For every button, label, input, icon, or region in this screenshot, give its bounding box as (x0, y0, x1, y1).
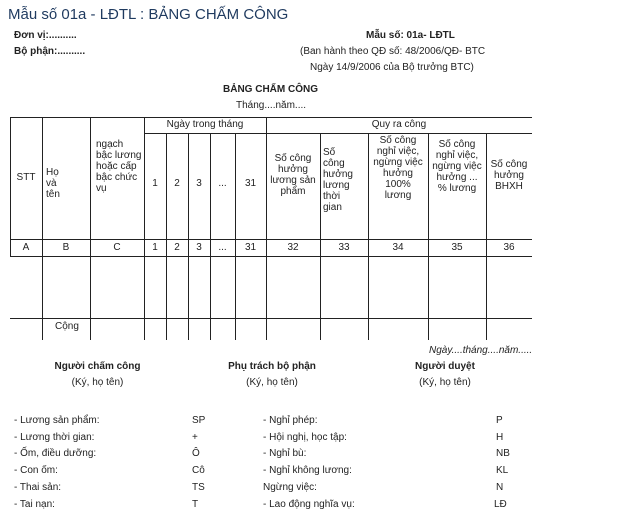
convert-col-bhxh: Số công hưởng BHXH (490, 159, 528, 192)
legend-right-code-4: KL (496, 465, 509, 476)
signer-1-title: Người chấm công (54, 361, 141, 372)
legend-right-label-3: - Nghỉ bù: (263, 448, 307, 459)
col-stt-header: STT (16, 172, 36, 183)
legend-right-label-5: Ngừng việc: (263, 482, 317, 493)
code-b: B (62, 242, 70, 253)
code-1: 1 (152, 242, 158, 253)
unit-label: Đơn vị:.......... (14, 30, 77, 41)
signer-2-title: Phụ trách bộ phận (228, 361, 316, 372)
signer-1-note: (Ký, họ tên) (71, 377, 124, 388)
legend-right-label-6: - Lao động nghĩa vụ: (263, 499, 355, 510)
legend-right-label-4: - Nghỉ không lương: (263, 465, 352, 476)
legend-right-code-1: P (496, 415, 503, 426)
code-36: 36 (503, 242, 515, 253)
code-34: 34 (392, 242, 404, 253)
code-35: 35 (451, 242, 463, 253)
legend-right-label-2: - Hội nghị, học tập: (263, 432, 347, 443)
sheet-title: BẢNG CHẤM CÔNG (223, 84, 318, 95)
code-2: 2 (174, 242, 180, 253)
legend-left-code-4: Cô (192, 465, 205, 476)
total-label: Cộng (55, 321, 79, 332)
code-33: 33 (338, 242, 350, 253)
day-col-3: 3 (196, 178, 202, 189)
timesheet-table (10, 117, 532, 340)
legend-left-label-5: - Thai sản: (14, 482, 62, 493)
legend-right-code-5: N (496, 482, 504, 493)
legend-right-label-1: - Nghỉ phép: (263, 415, 318, 426)
issued-line-1: (Ban hành theo QĐ số: 48/2006/QĐ- BTC (300, 46, 486, 57)
legend-left-label-3: - Ốm, điều dưỡng: (14, 448, 97, 459)
legend-left-code-5: TS (192, 482, 205, 493)
code-c: C (113, 242, 121, 253)
convert-col-product: Số công hưởng lương sản phẩm (270, 153, 316, 197)
legend-left-code-2: + (192, 432, 198, 443)
convert-col-partial: Số công nghỉ việc, ngừng việc hưởng ... % lương (432, 139, 482, 194)
convert-col-time: Số công hưởng lương thời gian (323, 147, 353, 213)
day-col-2: 2 (174, 178, 180, 189)
code-31: 31 (244, 242, 257, 253)
form-code: Mẫu số: 01a- LĐTL (366, 30, 455, 41)
group-days-header: Ngày trong tháng (166, 119, 244, 130)
legend-right-code-3: NB (496, 448, 510, 459)
legend-right-code-6: LĐ (494, 499, 507, 510)
legend-left-code-6: T (192, 499, 199, 510)
code-a: A (22, 242, 30, 253)
convert-col-100pct: Số công nghỉ việc, ngừng việc hưởng 100% lương (373, 135, 423, 201)
signer-3-title: Người duyệt (415, 361, 475, 372)
day-col-ellipsis: ... (218, 178, 227, 189)
code-3: 3 (196, 242, 202, 253)
code-32: 32 (287, 242, 299, 253)
issued-line-2: Ngày 14/9/2006 của Bộ trưởng BTC) (310, 62, 474, 73)
date-line: Ngày....tháng....năm..... (429, 345, 533, 356)
col-rank-header: ngạch bậc lương hoặc cấp bậc chức vụ (96, 139, 142, 194)
legend-left-label-6: - Tai nạn: (14, 499, 55, 510)
signer-3-note: (Ký, họ tên) (419, 377, 471, 388)
dept-label: Bộ phận:.......... (14, 46, 86, 57)
form-title: Mẫu số 01a - LĐTL : BẢNG CHẤM CÔNG (8, 6, 289, 23)
signer-2-note: (Ký, họ tên) (246, 377, 298, 388)
legend-right-code-2: H (496, 432, 504, 443)
legend-left-code-1: SP (192, 415, 206, 426)
code-ellipsis: ... (218, 242, 227, 253)
group-convert-header: Quy ra công (371, 119, 427, 130)
day-col-31: 31 (244, 178, 257, 189)
day-col-1: 1 (152, 178, 158, 189)
legend-left-label-4: - Con ốm: (14, 465, 58, 476)
month-year: Tháng....năm.... (236, 100, 307, 111)
legend-left-label-1: - Lương sản phẩm: (14, 415, 100, 426)
legend-left-code-3: Ô (192, 448, 200, 459)
col-name-header: Họ và tên (46, 167, 60, 200)
legend-left-label-2: - Lương thời gian: (14, 432, 95, 443)
